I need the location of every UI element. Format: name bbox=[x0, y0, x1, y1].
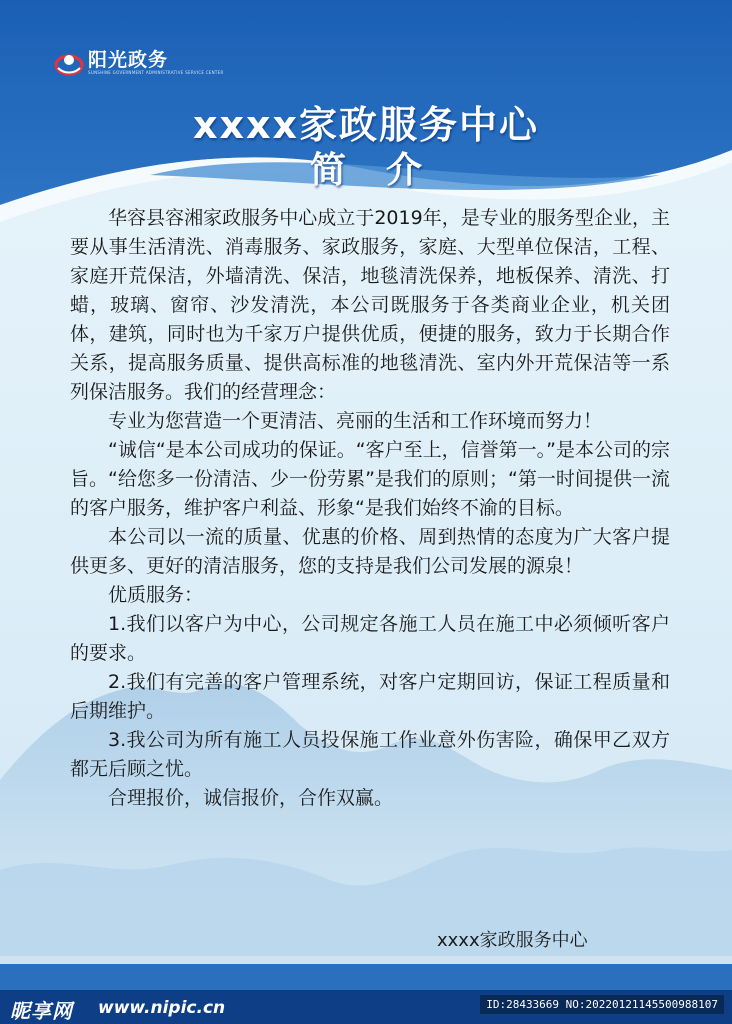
watermark-id: ID:28433669 NO:20220121145500988107 bbox=[480, 995, 724, 1014]
paragraph-service-2: 2.我们有完善的客户管理系统，对客户定期回访，保证工程质量和后期维护。 bbox=[70, 671, 670, 722]
sunshine-logo-icon bbox=[54, 50, 84, 76]
logo-name: 阳光政务 bbox=[88, 49, 169, 71]
paragraph-commitment: 本公司以一流的质量、优惠的价格、周到热情的态度为广大客户提供更多、更好的清洁服务，您的支持是我们公司发展的源泉！ bbox=[70, 526, 670, 577]
bottom-stripe-light bbox=[0, 956, 732, 964]
logo-subtitle: SUNSHINE GOVERNMENT ADMINISTRATIVE SERVICE CENTER bbox=[88, 70, 224, 75]
watermark-url: www.nipic.cn bbox=[98, 998, 226, 1018]
paragraph-closing: 合理报价，诚信报价，合作双赢。 bbox=[108, 787, 394, 809]
paragraph-intro: 华容县容湘家政服务中心成立于2019年，是专业的服务型企业，主要从事生活清洗、消毒服务、家政服务，家庭、大型单位保洁，工程、家庭开荒保洁，外墙清洗、保洁，地毯清洗保养，地板保养、清洗、打蜡，玻璃、窗帘、沙发清洗，本公司既服务于各类商业企业，机关团体，建筑，同时也为千家万户提供优质，便捷的服务，致力于长期合作关系，提高服务质量、提供高标准的地毯清洗、室内外开荒保洁等一系列保洁服务。我们的经营理念： bbox=[70, 207, 670, 403]
watermark-brand: 昵享网 bbox=[10, 999, 73, 1023]
paragraph-principles: “诚信“是本公司成功的保证。“客户至上，信誉第一。”是本公司的宗旨。“给您多一份清洁、少一份劳累”是我们的原则；“第一时间提供一流的客户服务，维护客户利益、形象“是我们始终不渝的目标。 bbox=[70, 439, 670, 519]
paragraph-quality-heading: 优质服务： bbox=[108, 584, 204, 606]
paragraph-philosophy: 专业为您营造一个更清洁、亮丽的生活和工作环境而努力！ bbox=[108, 410, 603, 432]
paragraph-service-3: 3.我公司为所有施工人员投保施工作业意外伤害险，确保甲乙双方都无后顾之忧。 bbox=[70, 729, 670, 780]
watermark-bar bbox=[0, 990, 732, 1024]
intro-body bbox=[70, 204, 670, 813]
page-title: xxxx家政服务中心 bbox=[192, 103, 540, 147]
signature: xxxx家政服务中心 bbox=[437, 930, 588, 951]
bottom-stripe-blue bbox=[0, 964, 732, 990]
page-subtitle: 简介 bbox=[309, 150, 462, 191]
logo bbox=[54, 50, 224, 76]
paragraph-service-1: 1.我们以客户为中心，公司规定各施工人员在施工中必须倾听客户的要求。 bbox=[70, 613, 670, 664]
